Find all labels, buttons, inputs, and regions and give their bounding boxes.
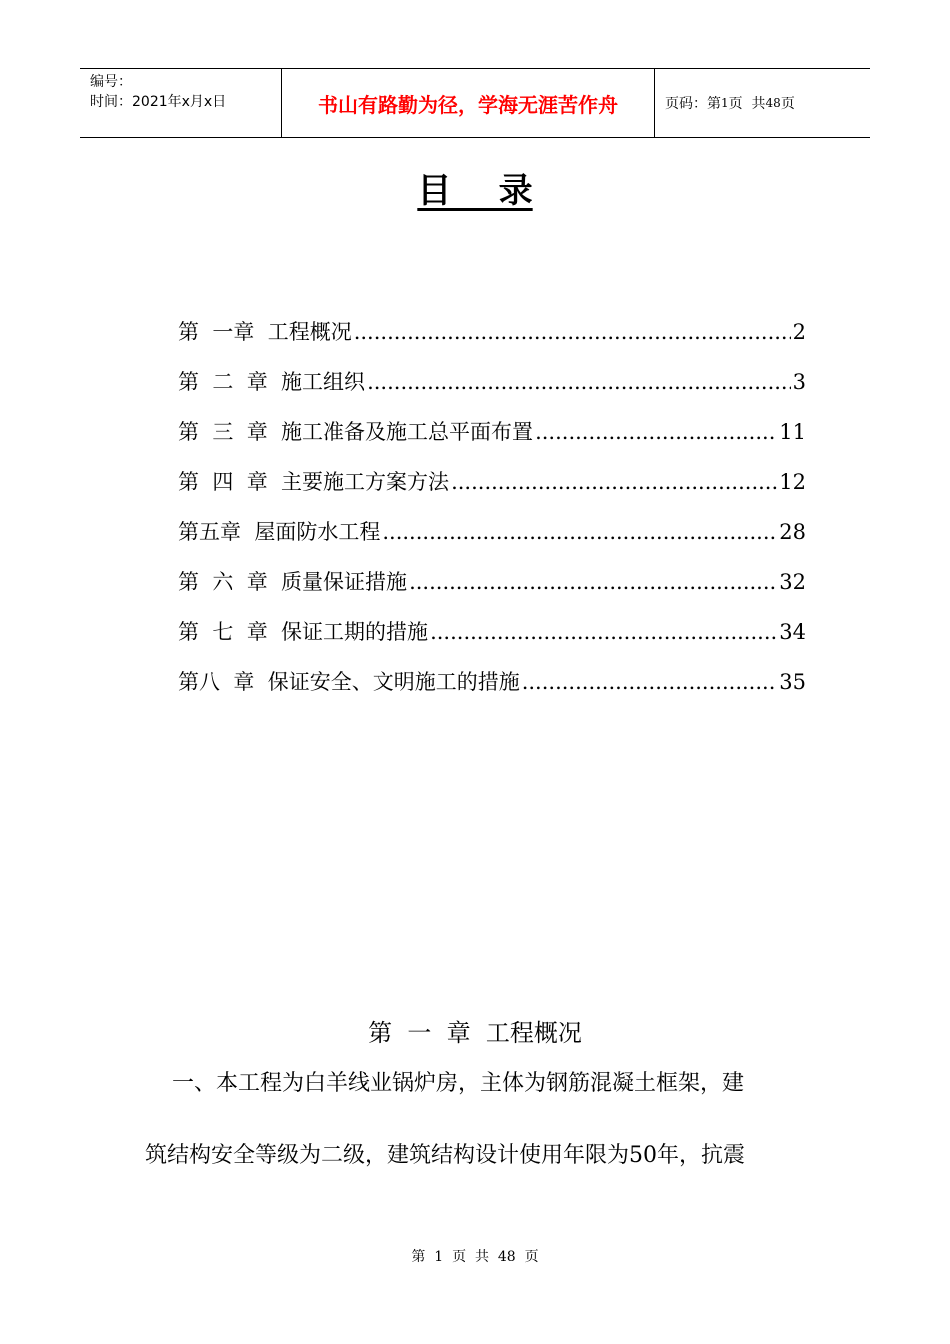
- toc-leader: [451, 470, 777, 494]
- toc-entry[interactable]: [178, 466, 806, 516]
- toc-entry[interactable]: [178, 666, 806, 716]
- table-of-contents: [178, 316, 806, 716]
- toc-entry-page: 2: [792, 320, 806, 344]
- header-table: [80, 68, 870, 138]
- toc-entry[interactable]: [178, 416, 806, 466]
- toc-title: [0, 163, 950, 212]
- toc-entry-label: 第 七 章 保证工期的措施: [178, 620, 429, 644]
- toc-entry-label: 第 六 章 质量保证措施: [178, 570, 408, 594]
- toc-entry-label: 第八 章 保证安全、文明施工的措施: [178, 670, 520, 694]
- header-meta-cell: [80, 69, 282, 137]
- page-footer: 第 1 页 共 48 页: [411, 1249, 539, 1265]
- chapter-heading: 第 一 章 工程概况: [368, 1019, 582, 1047]
- toc-leader: [409, 570, 777, 594]
- toc-entry-label: 第 二 章 施工组织: [178, 370, 366, 394]
- page-total: 48: [765, 96, 781, 110]
- page-suffix: 页: [780, 96, 795, 112]
- page-mid: 页 共: [728, 96, 766, 112]
- toc-leader: [522, 670, 778, 694]
- toc-entry[interactable]: [178, 316, 806, 366]
- header-motto: 书山有路勤为径，学海无涯苦作舟: [282, 69, 655, 137]
- toc-entry[interactable]: [178, 566, 806, 616]
- number-label: 编号：: [90, 74, 132, 90]
- toc-title-text: 目 录: [417, 171, 533, 211]
- header-page-info: [655, 69, 870, 137]
- toc-entry[interactable]: [178, 366, 806, 416]
- toc-leader: [367, 370, 791, 394]
- toc-entry-label: 第五章 屋面防水工程: [178, 520, 381, 544]
- body-line-1: 一、本工程为白羊线业锅炉房，主体为钢筋混凝土框架，建: [172, 1071, 745, 1096]
- toc-entry-page: 35: [779, 670, 806, 694]
- toc-entry[interactable]: [178, 616, 806, 666]
- toc-entry-label: 第 一章 工程概况: [178, 320, 352, 344]
- toc-entry[interactable]: [178, 516, 806, 566]
- toc-entry-label: 第 四 章 主要施工方案方法: [178, 470, 450, 494]
- body-line-2: 筑结构安全等级为二级，建筑结构设计使用年限为50年，抗震: [145, 1143, 745, 1168]
- toc-leader: [354, 320, 791, 344]
- toc-entry-page: 32: [779, 570, 806, 594]
- toc-leader: [430, 620, 777, 644]
- page-current: 1: [721, 96, 729, 110]
- toc-leader: [535, 420, 777, 444]
- toc-entry-page: 12: [779, 470, 806, 494]
- toc-entry-page: 28: [779, 520, 806, 544]
- toc-entry-page: 34: [779, 620, 806, 644]
- page-prefix: 页码：第: [665, 96, 721, 112]
- toc-entry-page: 3: [792, 370, 806, 394]
- toc-entry-page: 11: [779, 420, 806, 444]
- toc-entry-label: 第 三 章 施工准备及施工总平面布置: [178, 420, 534, 444]
- time-label: 时间：2021年x月x日: [90, 94, 227, 110]
- toc-leader: [382, 520, 777, 544]
